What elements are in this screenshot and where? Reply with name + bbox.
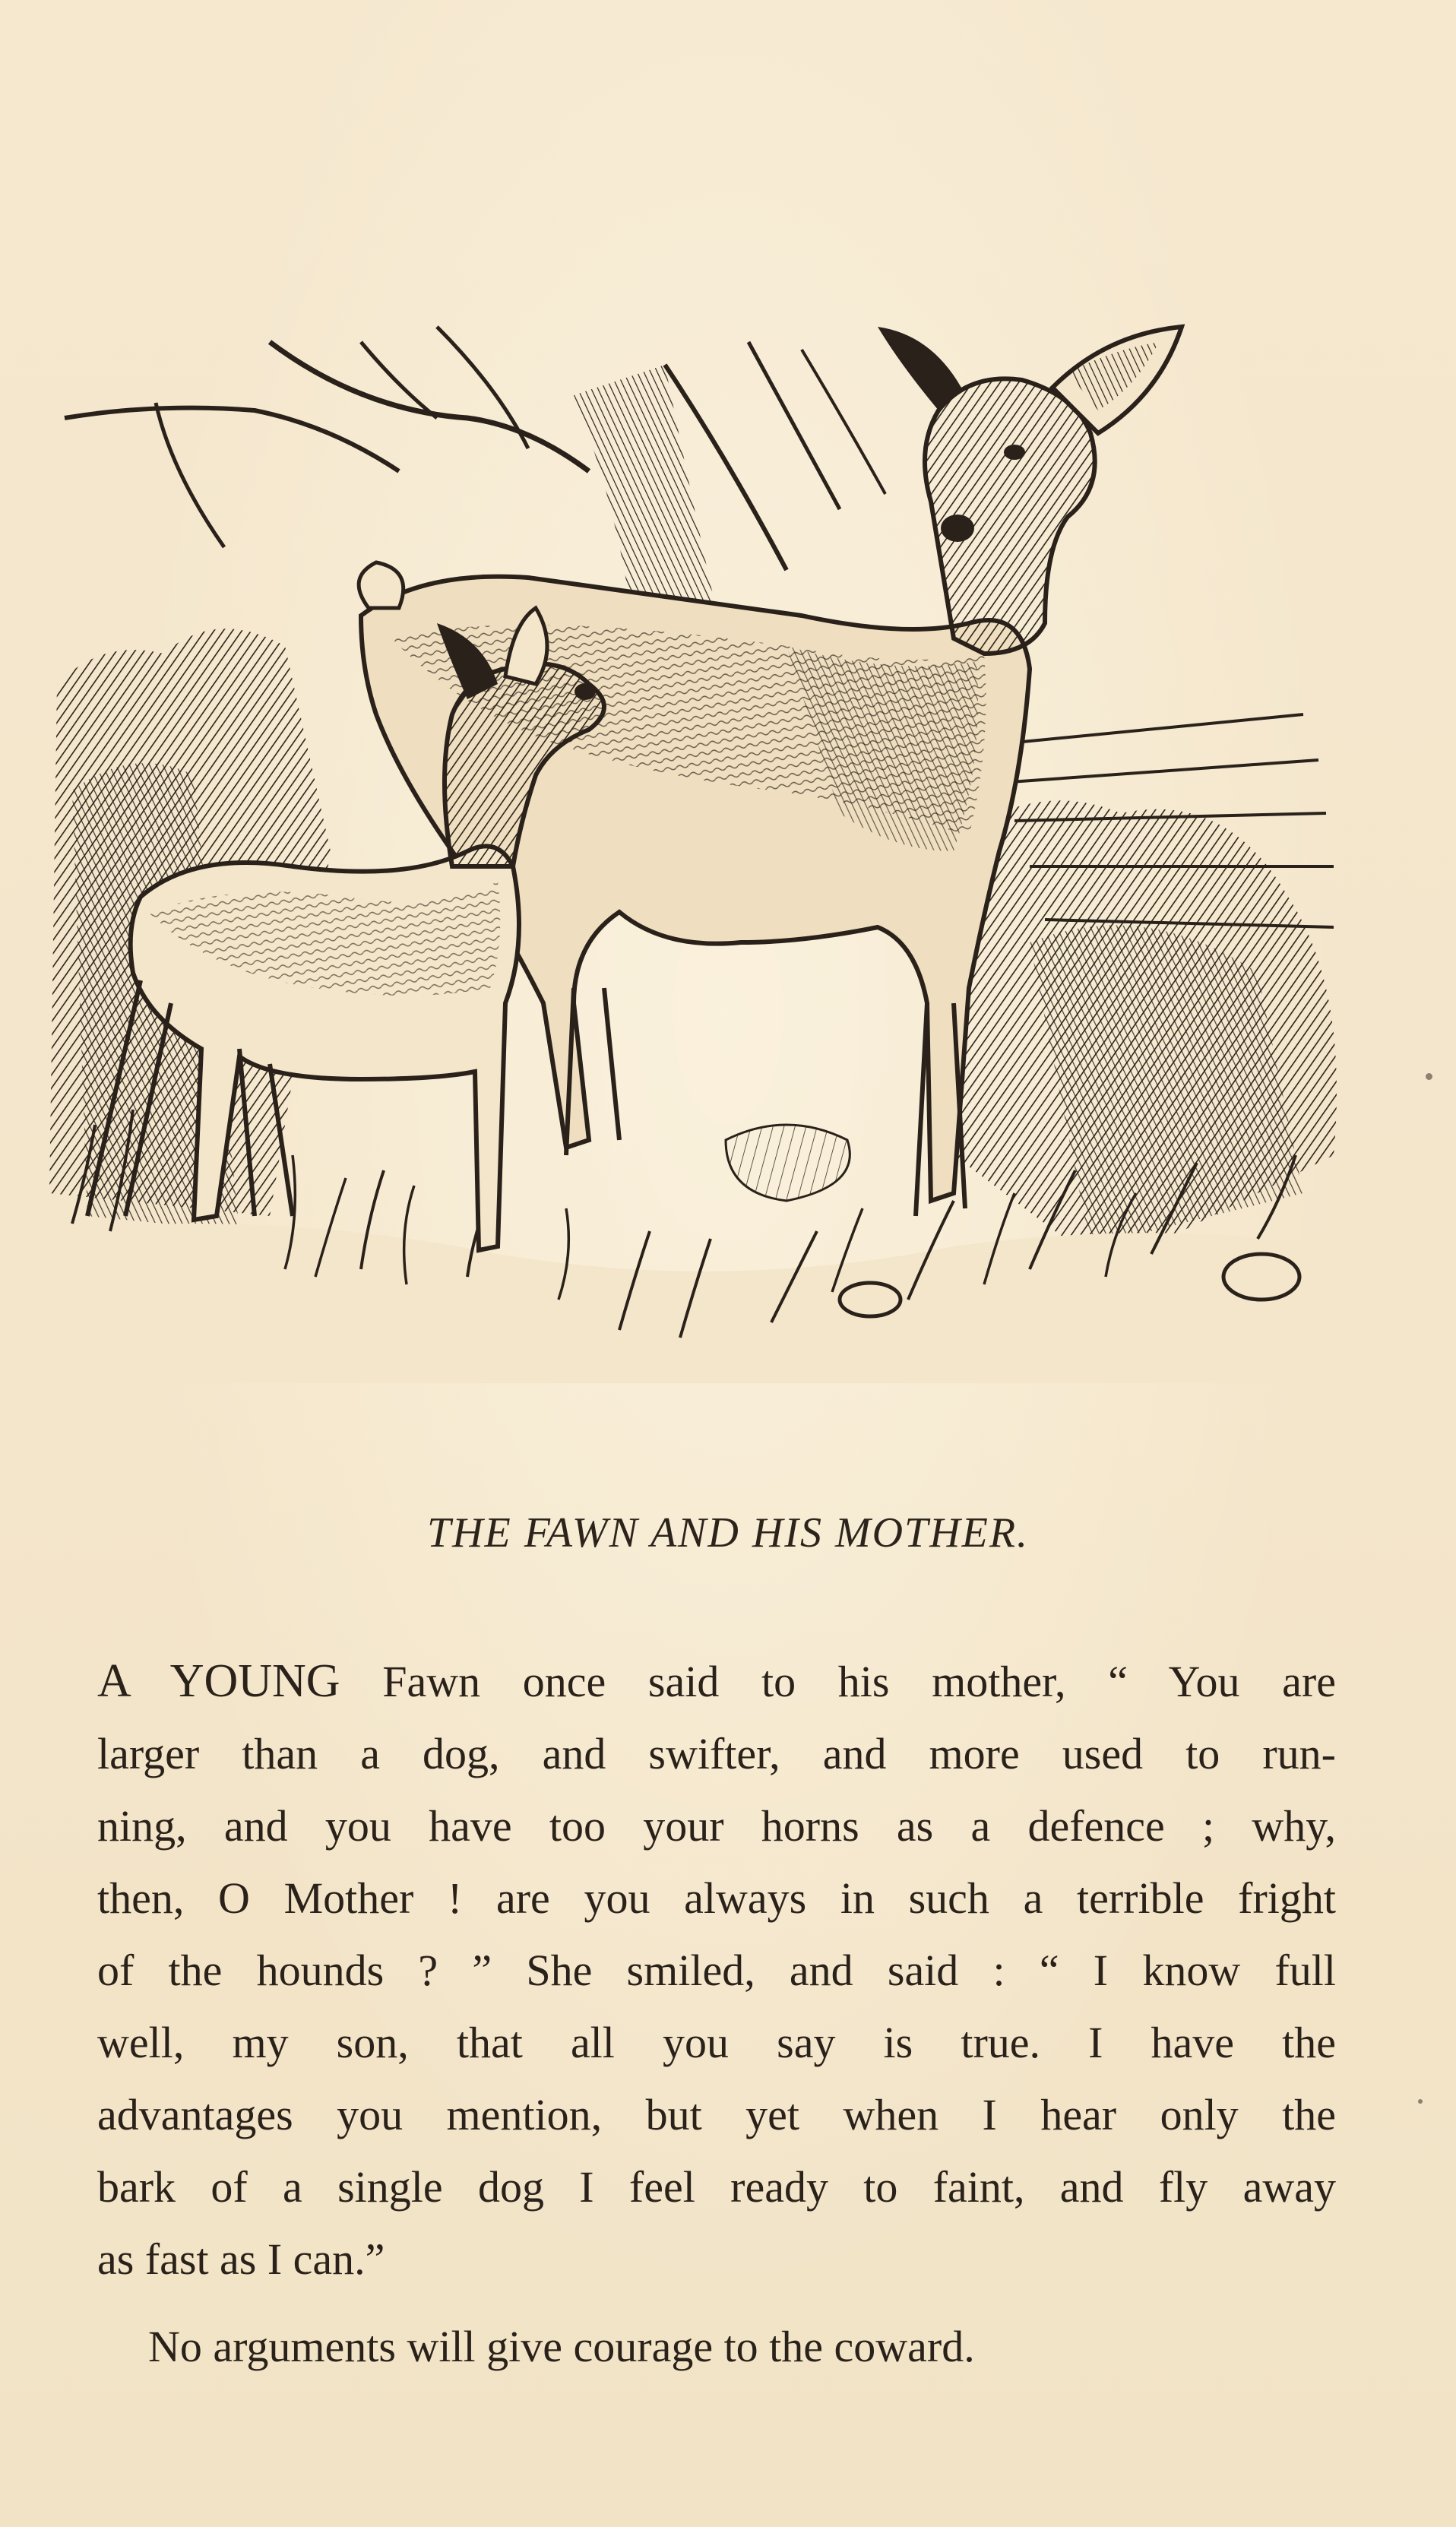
paper-speck — [1426, 1073, 1432, 1080]
paper-speck — [1418, 2099, 1423, 2104]
fawn-and-mother-illustration — [42, 319, 1368, 1383]
story-line-9: as fast as I can.” — [97, 2234, 385, 2284]
story-line-8: bark of a single dog I feel ready to faint, and fly away — [97, 2162, 1336, 2212]
fawn-and-mother-icon — [42, 319, 1368, 1383]
story-line-1 — [97, 1645, 1336, 1718]
story-line-1-text: Fawn once said to his mother, “ You are — [340, 1657, 1336, 1706]
story-line-7: advantages you mention, but yet when I hear only the — [97, 2090, 1336, 2139]
story-text — [97, 1645, 1336, 2295]
story-lead: A YOUNG — [97, 1655, 340, 1707]
story-line-2: larger than a dog, and swifter, and more used to run- — [97, 1729, 1336, 1778]
story-line-3: ning, and you have too your horns as a defence ; why, — [97, 1801, 1336, 1851]
story-line-5: of the hounds ? ” She smiled, and said : “ I know full — [97, 1946, 1336, 1995]
story-line-4: then, O Mother ! are you always in such a terrible fright — [97, 1873, 1336, 1923]
story-title: THE FAWN AND HIS MOTHER. — [426, 1509, 1030, 1556]
story-moral: No arguments will give courage to the coward. — [148, 2322, 975, 2371]
story-line-6: well, my son, that all you say is true. I have the — [97, 2018, 1336, 2067]
